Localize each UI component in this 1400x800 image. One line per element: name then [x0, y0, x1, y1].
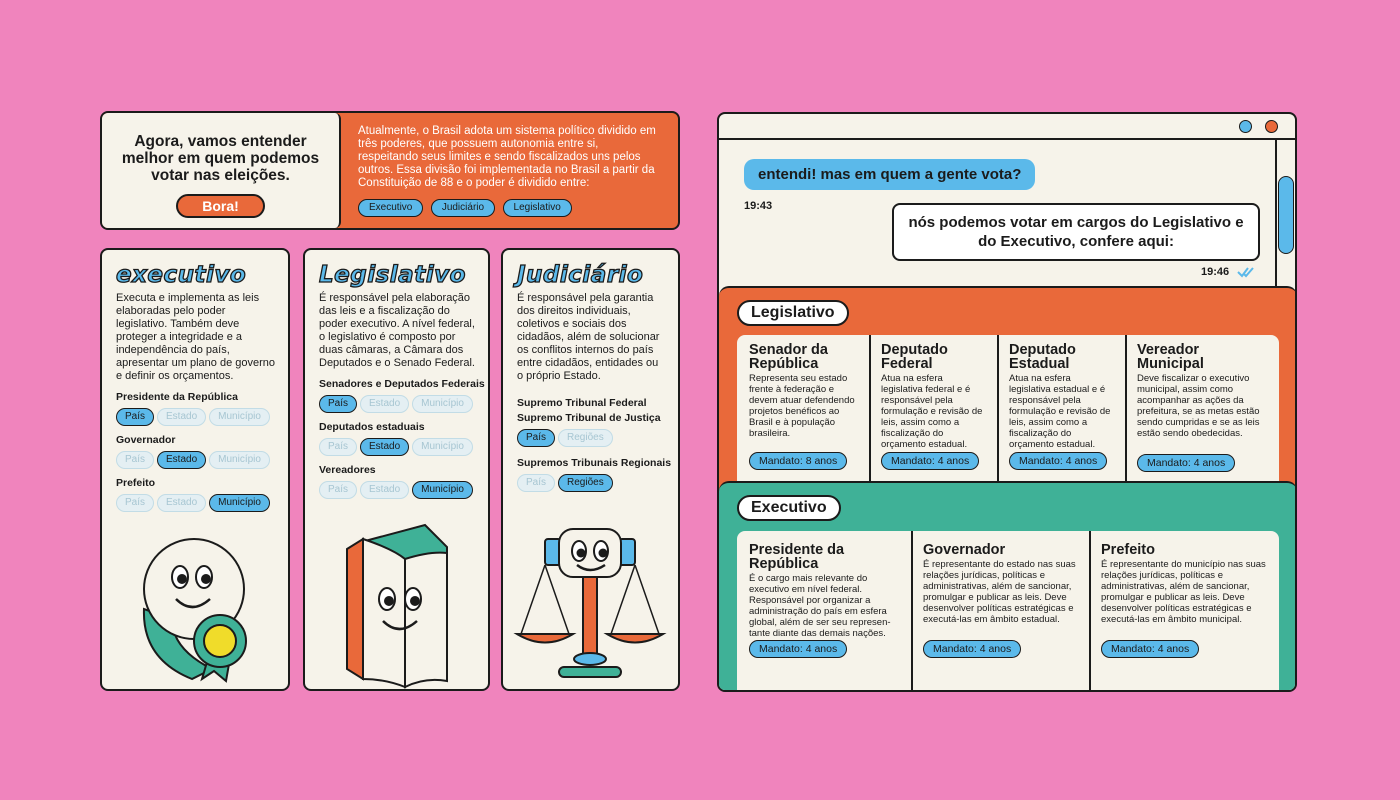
- executivo-card: [100, 248, 290, 691]
- term-badge: Mandato: 4 anos: [923, 640, 1021, 658]
- scope-pills: [319, 436, 488, 456]
- powers-pill-group: [358, 197, 575, 217]
- scope-pais: País: [517, 429, 555, 447]
- office-senador: [737, 335, 869, 495]
- office-description: Atua na esfera legislativa estadual e é responsável pela formulação e revisão de leis, assim como a fiscalização do orçamento estadual.: [1009, 373, 1111, 450]
- office-title: Vereador Municipal: [1137, 342, 1204, 372]
- role-supremo-tribunal-justica: Supremo Tribunal de Justiça: [517, 412, 661, 424]
- sun-medal-mascot-icon: [102, 529, 290, 689]
- intro-text: Atualmente, o Brasil adota um sistema político dividido em três poderes, que possuem autonomia entre si, respeitando seus limites e sendo fiscalizados uns pelos outros. Essa divisão foi implementada no Brasil a partir da Constituição de 88 e o poder é dividido entre:: [358, 125, 656, 189]
- scope-pais: País: [116, 451, 154, 469]
- term-badge: Mandato: 4 anos: [749, 640, 847, 658]
- office-title: Senador da República: [749, 342, 828, 372]
- term-badge: Mandato: 8 anos: [749, 452, 847, 470]
- window-control-blue-icon[interactable]: [1239, 120, 1252, 133]
- scope-pais: País: [116, 408, 154, 426]
- scope-pais: País: [319, 395, 357, 413]
- scope-estado: Estado: [360, 395, 409, 413]
- office-vereador: [1125, 335, 1279, 495]
- scope-pills: [517, 472, 678, 492]
- role-prefeito: Prefeito: [116, 477, 156, 489]
- office-description: É o cargo mais relevante do executivo em nível federal. Responsável por organizar a administração do país em esfera global, além de ser seu represen-tante diante das demais nações.: [749, 573, 891, 639]
- pill-judiciario[interactable]: Judiciário: [431, 199, 495, 217]
- scope-municipio: Município: [209, 408, 270, 426]
- legislativo-tag: Legislativo: [737, 300, 849, 326]
- bora-button[interactable]: Bora!: [176, 194, 265, 218]
- scope-pais: País: [517, 474, 555, 492]
- executivo-description: Executa e implementa as leis elaboradas pelo poder legislativo. Também deve proteger a integridade e a independência do país, apresentar um plano de governo e definir os orçamentos.: [116, 292, 275, 382]
- office-description: Representa seu estado frente à federação e devem atuar defendendo projetos benéficos ao Brasil e à população brasileira.: [749, 373, 855, 439]
- scope-municipio: Município: [412, 438, 473, 456]
- judiciario-title: Judiciário: [517, 262, 644, 288]
- scope-estado: Estado: [157, 494, 206, 512]
- scope-estado: Estado: [157, 451, 206, 469]
- office-governador: [911, 531, 1089, 692]
- role-senadores-deputados-federais: Senadores e Deputados Federais: [319, 378, 485, 390]
- window-control-orange-icon[interactable]: [1265, 120, 1278, 133]
- scope-estado: Estado: [360, 438, 409, 456]
- office-description: Atua na esfera legislativa federal e é responsável pela formulação e revisão de leis, assim como a fiscalização do orçamento estadual.: [881, 373, 983, 450]
- term-badge: Mandato: 4 anos: [1009, 452, 1107, 470]
- window-titlebar: [719, 114, 1295, 140]
- role-presidente: Presidente da República: [116, 391, 238, 403]
- judiciario-card: [501, 248, 680, 691]
- legislativo-title: Legislativo: [319, 262, 466, 288]
- term-badge: Mandato: 4 anos: [1137, 454, 1235, 472]
- scope-municipio: Município: [412, 395, 473, 413]
- office-description: É representante do estado nas suas relações jurídicas, políticas e administrativas, além de sancionar, promulgar e publicar as leis. Deve desenvolver políticas estratégicas e executá-las em âmbito estadual.: [923, 559, 1076, 625]
- office-description: É representante do município nas suas relações jurídicas, políticas e administrativas, além de sancionar, promulgar e publicar as leis. Deve desenvolver políticas estratégicas e executá-las em âmbito municipal.: [1101, 559, 1266, 625]
- scope-estado: Estado: [157, 408, 206, 426]
- executivo-offices-grid: [737, 531, 1279, 692]
- scope-municipio: Município: [412, 481, 473, 499]
- book-mascot-icon: [305, 519, 490, 689]
- office-title: Governador: [923, 542, 1006, 558]
- outgoing-timestamp: 19:46: [1201, 266, 1230, 278]
- scope-estado: Estado: [360, 481, 409, 499]
- scope-pills: [319, 393, 488, 413]
- scope-pills: [319, 479, 488, 499]
- scope-regioes: Regiões: [558, 474, 613, 492]
- incoming-message: entendi! mas em quem a gente vota?: [744, 159, 1035, 190]
- scope-pais: País: [319, 438, 357, 456]
- pill-executivo[interactable]: Executivo: [358, 199, 423, 217]
- scope-regioes: Regiões: [558, 429, 613, 447]
- scope-pills: [116, 492, 288, 512]
- judiciario-description: É responsável pela garantia dos direitos individuais, coletivos e sociais dos cidadãos, além de solucionar os conflitos internos do país entre cidadãos, entidades ou o próprio Estado.: [517, 292, 660, 382]
- double-check-icon: [1237, 266, 1255, 278]
- scrollbar-thumb[interactable]: [1278, 176, 1294, 254]
- office-deputado-estadual: [997, 335, 1125, 495]
- intro-prompt-panel: [102, 113, 341, 228]
- office-title: Deputado Estadual: [1009, 342, 1076, 372]
- scope-pais: País: [319, 481, 357, 499]
- legislativo-offices-section: [719, 286, 1297, 496]
- intro-heading: Agora, vamos entender melhor em quem podemos votar nas eleições.: [121, 133, 320, 184]
- role-supremos-tribunais-regionais: Supremos Tribunais Regionais: [517, 457, 672, 469]
- office-presidente: [737, 531, 911, 692]
- office-title: Deputado Federal: [881, 342, 948, 372]
- incoming-timestamp: 19:43: [744, 200, 773, 212]
- pill-legislativo[interactable]: Legislativo: [503, 199, 572, 217]
- chat-window: [717, 112, 1297, 692]
- office-title: Prefeito: [1101, 542, 1155, 558]
- legislativo-description: É responsável pela elaboração das leis e a fiscalização do poder executivo. A nível federal, o legislativo é composto por duas câmaras, a Câmara dos Deputados e o Senado Federal.: [319, 292, 475, 369]
- executivo-offices-section: [719, 481, 1297, 692]
- scope-pills: [116, 406, 288, 426]
- office-title: Presidente da República: [749, 542, 845, 572]
- executivo-title: executivo: [116, 262, 247, 288]
- role-deputados-estaduais: Deputados estaduais: [319, 421, 425, 433]
- role-supremo-tribunal-federal: Supremo Tribunal Federal: [517, 397, 647, 409]
- executivo-tag: Executivo: [737, 495, 841, 521]
- intro-card: [100, 111, 680, 230]
- office-deputado-federal: [869, 335, 997, 495]
- office-prefeito: [1089, 531, 1279, 692]
- scope-pills: [116, 449, 288, 469]
- scope-pais: País: [116, 494, 154, 512]
- term-badge: Mandato: 4 anos: [1101, 640, 1199, 658]
- legislativo-offices-grid: [737, 335, 1279, 495]
- scales-mascot-icon: [503, 519, 680, 689]
- term-badge: Mandato: 4 anos: [881, 452, 979, 470]
- scrollbar-track[interactable]: [1275, 140, 1295, 300]
- scope-municipio: Município: [209, 451, 270, 469]
- office-description: Deve fiscalizar o executivo municipal, assim como acompanhar as ações da prefeitura, se as metas estão sendo cumpridas e se as leis estão sendo obedecidas.: [1137, 373, 1260, 439]
- role-governador: Governador: [116, 434, 176, 446]
- scope-pills: [517, 427, 678, 447]
- scope-municipio: Município: [209, 494, 270, 512]
- role-vereadores: Vereadores: [319, 464, 376, 476]
- outgoing-message: nós podemos votar em cargos do Legislativo e do Executivo, confere aqui:: [892, 203, 1260, 261]
- legislativo-card: [303, 248, 490, 691]
